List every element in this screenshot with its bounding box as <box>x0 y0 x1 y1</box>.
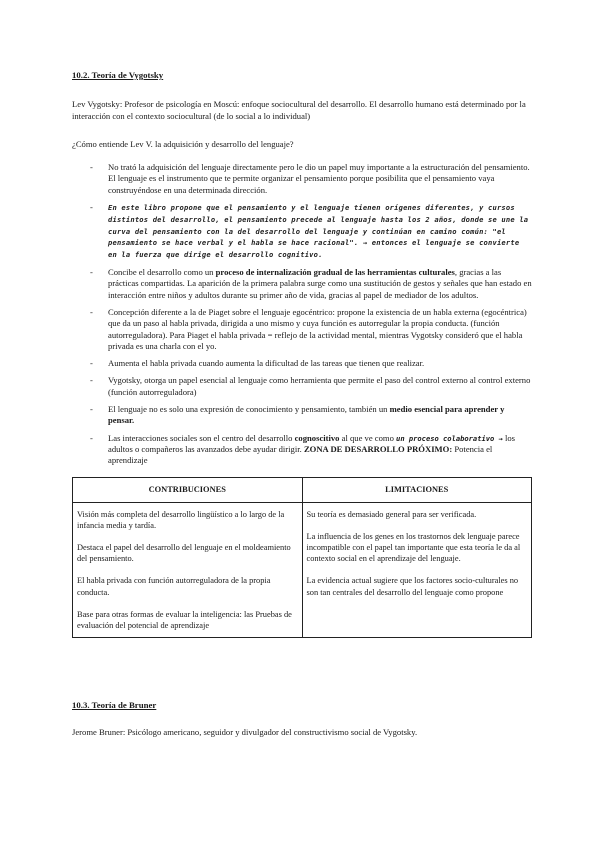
cell-contribuciones <box>73 502 303 638</box>
bullet-dash: - <box>90 358 93 369</box>
list-item-handwritten <box>72 202 532 261</box>
limitation-item: Su teoría es demasiado general para ser verificada. <box>306 509 477 519</box>
bullet-dash: - <box>90 162 93 173</box>
page-content <box>72 70 532 638</box>
bruner-intro: Jerome Bruner: Psicólogo americano, seguidor y divulgador del constructivismo social de Vygotsky. <box>72 727 418 738</box>
bullet-bold-text: medio esencial para aprender y pensar. <box>108 404 505 426</box>
table-header-row <box>73 477 532 502</box>
bullet-dash: - <box>90 267 93 278</box>
vygotsky-bullet-list <box>72 162 532 466</box>
vygotsky-intro: Lev Vygotsky: Profesor de psicología en Moscú: enfoque sociocultural del desarrollo. El desarrollo humano está determinado por la interacción con el contexto sociocultural (de lo social a lo individual) <box>72 99 526 121</box>
bullet-bold-text: ZONA DE DESARROLLO PRÓXIMO: <box>303 443 453 454</box>
header-contribuciones: CONTRIBUCIONES <box>73 477 303 502</box>
contributions-limitations-table <box>72 477 532 639</box>
limitation-item: La evidencia actual sugiere que los factores socio-culturales no son tan centrales del desarrollo del lenguaje como propone <box>306 576 519 597</box>
list-item <box>72 307 532 352</box>
bullet-text: Vygotsky, otorga un papel esencial al lenguaje como herramienta que permite el paso del control externo al control externo (función autorreguladora) <box>108 375 531 397</box>
section-heading-bruner: 10.3. Teoría de Bruner <box>72 700 157 710</box>
list-item <box>72 404 532 427</box>
contribution-item: Destaca el papel del desarrollo del lenguaje en el moldeamiento del pensamiento. <box>77 542 291 564</box>
bullet-dash: - <box>90 202 93 213</box>
header-limitaciones: LIMITACIONES <box>302 477 532 502</box>
limitation-item: La influencia de los genes en los trastornos dek lenguaje parece incompatible con el papel tan importante que esta teoría le da al contexto social en el aprendizaje del lenguaje. <box>306 531 521 564</box>
bullet-dash: - <box>90 306 93 317</box>
bullet-text: , gracias a las prácticas compartidas. La aparición de la primera palabra surge como una sustitución de gestos y señales que han estado en interacción entre niños y adultos durante su primer año de vida, gracias al papel de mediador de los adultos. <box>108 267 532 300</box>
handwritten-inline: un proceso colaborativo → <box>396 433 503 443</box>
bullet-text: Concepción diferente a la de Piaget sobre el lenguaje egocéntrico: propone la existencia de un habla externa (egocéntrica) que da un paso al habla privada, dirigida a uno mismo y cuya función es autorregular la propia conducta. (función autorreguladora). Para Piaget el habla privada = reflejo de la actividad mental, mientras Vygotsky consideró que el habla privada es una charla con el yo. <box>108 306 527 351</box>
table-row <box>73 502 532 638</box>
list-item <box>72 375 532 398</box>
list-item <box>72 162 532 196</box>
bullet-text: Concibe el desarrollo como un <box>108 267 216 278</box>
bullet-dash: - <box>90 432 93 443</box>
bullet-text: No trató la adquisición del lenguaje directamente pero le dio un papel muy importante a la estructuración del pensamiento. El lenguaje es el instrumento que te permite organizar el pensamiento porque posibilita que el pensamiento vaya construyéndose en una determinada dirección. <box>108 162 530 195</box>
list-item <box>72 433 532 467</box>
bullet-dash: - <box>90 404 93 415</box>
section-bruner <box>72 700 532 739</box>
list-item <box>72 267 532 301</box>
handwritten-note: En este libro propone que el pensamiento y el lenguaje tienen orígenes diferentes, y cursos distintos del desarrollo, el pensamiento precede al lenguaje hasta los 2 años, donde se une la curva del pensamiento con la del desarrollo del lenguaje y continúan en camino común: "el pensamiento se hace verbal y el habla se hace racional". → entonces el lenguaje se convierte en la fuerza que dirige el desarrollo cognitivo. <box>108 203 529 260</box>
list-item <box>72 358 532 369</box>
bullet-text: Aumenta el habla privada cuando aumenta la dificultad de las tareas que tienen que realizar. <box>108 358 425 369</box>
section-heading-vygotsky: 10.2. Teoría de Vygotsky <box>72 70 164 80</box>
bullet-text: los adultos o compañeros las avanzados debe ayudar dirigir. <box>108 432 516 454</box>
contribution-item: Visión más completa del desarrollo lingüístico a lo largo de la infancia media y tardía. <box>77 509 285 530</box>
bullet-bold-text: proceso de internalización gradual de las herramientas culturales <box>215 267 455 278</box>
bullet-text: El lenguaje no es solo una expresión de conocimiento y pensamiento, también un <box>108 404 390 415</box>
cell-limitaciones <box>302 502 532 638</box>
bullet-dash: - <box>90 375 93 386</box>
vygotsky-question: ¿Cómo entiende Lev V. la adquisición y desarrollo del lenguaje? <box>72 138 294 149</box>
contribution-item: Base para otras formas de evaluar la inteligencia: las Pruebas de evaluación del potencial de aprendizaje <box>77 609 292 630</box>
bullet-text: Las interacciones sociales son el centro del desarrollo <box>108 432 295 443</box>
bullet-bold-text: cognoscitivo <box>294 432 340 443</box>
bullet-text: Potencia el aprendizaje <box>108 443 493 466</box>
contribution-item: El habla privada con función autorreguladora de la propia conducta. <box>77 576 271 597</box>
bullet-text: al que ve como <box>339 432 397 443</box>
